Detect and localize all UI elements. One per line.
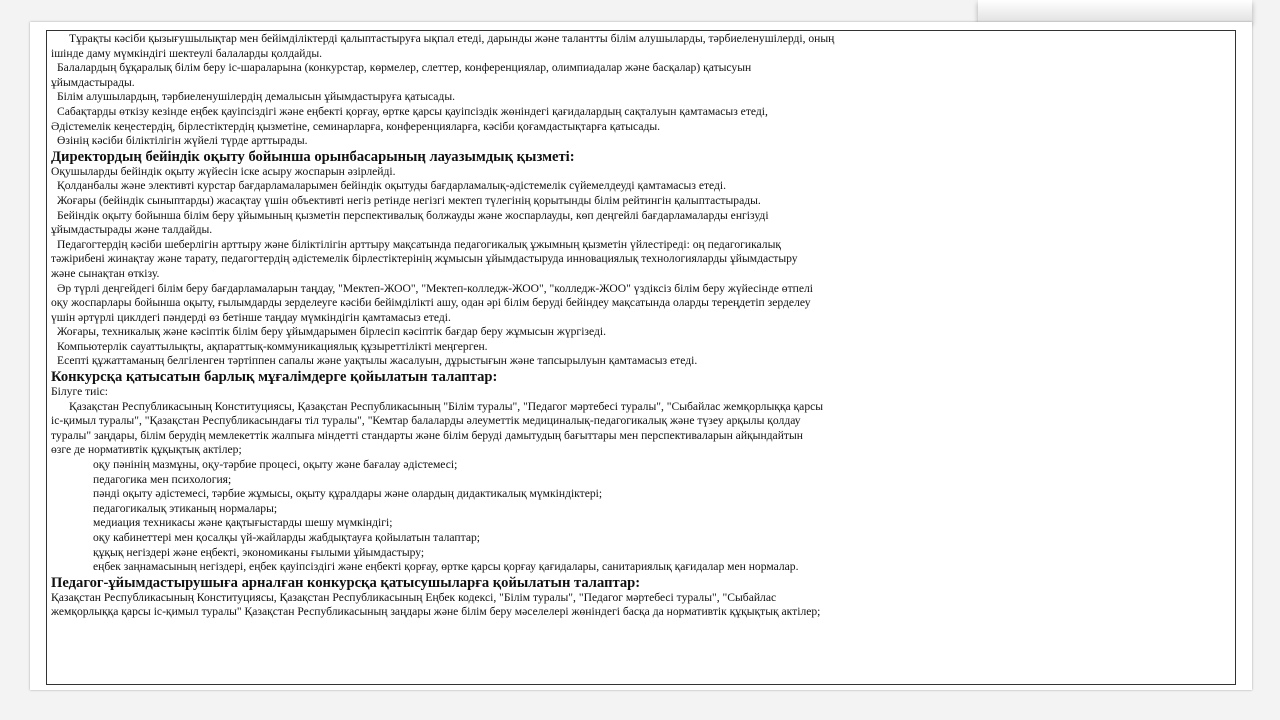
- subheading-line: Білуге тиіс:: [51, 385, 108, 399]
- paragraph-line: және сынақтан өткізу.: [51, 266, 160, 280]
- paragraph-line: Сабақтарды өткізу кезінде еңбек қауіпсіздігі және еңбекті қорғау, өртке қарсы қауіпсіздік жөніндегі қағидалардың сақталуын қамтамасыз етеді,: [57, 104, 768, 118]
- paragraph-line: оқу жоспарлары бойынша оқыту, ғылымдарды зерделеуге кәсіби бейімділікті ашу, одан әрі білім беруді бейіндеу мақсатында оларды тереңдетіп зерделеу: [51, 296, 811, 310]
- list-item: еңбек заңнамасының негіздері, еңбек қауіпсіздігі және еңбекті қорғау, өртке қарсы қорғау қағидалары, санитариялық қағидалар мен нормалар.: [93, 560, 799, 574]
- paragraph-line: жемқорлыққа қарсы іс-қимыл туралы" Қазақстан Республикасының заңдары және білім беру мәселелері жөніндегі басқа да нормативтік құқықтық актілер;: [51, 605, 821, 619]
- list-item: педагогика мен психология;: [93, 472, 232, 486]
- paragraph-line: ұйымдастырады және талдайды.: [51, 223, 213, 237]
- paragraph-line: ұйымдастырады.: [51, 75, 135, 89]
- paragraph-line: Білім алушылардың, тәрбиеленушілердің демалысын ұйымдастыруға қатысады.: [57, 90, 456, 104]
- toolbar-shadow: [978, 0, 1252, 22]
- paragraph-line: Жоғары (бейіндік сыныптарды) жасақтау үшін объективті негіз ретінде негізгі мектеп түлегінің қорытынды білім рейтингін қалыптастырады.: [57, 193, 761, 207]
- paragraph-line: Қазақстан Республикасының Конституциясы, Қазақстан Республикасының Еңбек кодексі, "Білім туралы", "Педагог мәртебесі туралы", "Сыбайлас: [51, 590, 777, 604]
- paragraph-line: Қазақстан Республикасының Конституциясы, Қазақстан Республикасының "Білім туралы", "Педагог мәртебесі туралы", "Сыбайлас жемқорлыққа қарсы: [69, 399, 824, 413]
- paragraph-line: Есепті құжаттаманың белгіленген тәртіппен сапалы және уақтылы жасалуын, дұрыстығын және тапсырылуын қамтамасыз етеді.: [57, 354, 698, 368]
- section-heading: Директордың бейіндік оқыту бойынша орынбасарының лауазымдық қызметі:: [51, 148, 575, 165]
- paragraph-line: Тұрақты кәсіби қызығушылықтар мен бейімділіктерді қалыптастыруға ықпал етеді, дарынды және талантты білім алушыларды, тәрбиеленушілерді, оның: [69, 32, 835, 45]
- paragraph-line: Қолданбалы және элективті курстар бағдарламаларымен бейіндік оқытуды бағдарламалық-әдістемелік сүйемелдеуді қамтамасыз етеді.: [57, 179, 727, 193]
- section-heading: Педагог-ұйымдастырушыға арналған конкурсқа қатысушыларға қойылатын талаптар:: [51, 574, 641, 591]
- list-item: пәнді оқыту әдістемесі, тәрбие жұмысы, оқыту құралдары және олардың дидактикалық мүмкіндіктері;: [93, 487, 603, 501]
- document-page: [30, 22, 1252, 690]
- list-item: педагогикалық этиканың нормалары;: [93, 501, 278, 515]
- section-heading: Конкурсқа қатысатын барлық мұғалімдерге қойылатын талаптар:: [51, 369, 498, 386]
- paragraph-line: Оқушыларды бейіндік оқыту жүйесін іске асыру жоспарын әзірлейді.: [51, 164, 396, 178]
- paragraph-line: Педагогтердің кәсіби шеберлігін арттыру және біліктілігін арттыру мақсатында педагогикалық ұжымның қызметін үйлестіреді: оң педагогикалық: [57, 237, 781, 251]
- paragraph-line: тәжірибені жинақтау және тарату, педагогтердің әдістемелік бірлестіктерінің жұмысын ұйымдастыруда инновациялық технологияларды ұйымдастыру: [51, 252, 798, 266]
- paragraph-line: ішінде даму мүмкіндігі шектеулі балаларды қолдайды.: [51, 46, 323, 60]
- paragraph-line: өзге де нормативтік құқықтық актілер;: [51, 443, 242, 457]
- document-frame: [46, 30, 1236, 685]
- paragraph-line: іс-қимыл туралы", "Қазақстан Республикасындағы тіл туралы", "Кемтар балаларды әлеуметтік медициналық-педагогикалық және түзеу арқылы қолдау: [51, 414, 801, 428]
- paragraph-line: туралы" заңдары, білім берудің мемлекеттік жалпыға міндетті стандарты және білім беруді дамытудың бағыттары мен перспективаларын айқындайтын: [51, 428, 803, 442]
- paragraph-line: Балалардың бұқаралық білім беру іс-шараларына (конкурстар, көрмелер, слеттер, конференциялар, олимпиадалар және басқалар) қатысуын: [57, 61, 752, 75]
- paragraph-line: Жоғары, техникалық және кәсіптік білім беру ұйымдарымен бірлесіп кәсіптік бағдар беру жұмысын жүргізеді.: [57, 325, 607, 339]
- list-item: медиация техникасы және қақтығыстарды шешу мүмкіндігі;: [93, 516, 393, 530]
- paragraph-line: Әдістемелік кеңестердің, бірлестіктердің қызметіне, семинарларға, конференцияларға, кәсіби қоғамдастықтарға қатысады.: [51, 119, 661, 133]
- paragraph-line: Компьютерлік сауаттылықты, ақпараттық-коммуникациялық құзыреттілікті меңгерген.: [57, 339, 488, 353]
- paragraph-line: Бейіндік оқыту бойынша білім беру ұйымының қызметін перспективалық болжауды және жоспарлауды, көп деңгейлі бағдарламаларды енгізуді: [57, 208, 769, 222]
- list-item: оқу кабинеттері мен қосалқы үй-жайларды жабдықтауға қойылатын талаптар;: [93, 531, 480, 544]
- paragraph-line: Өзінің кәсіби біліктілігін жүйелі түрде арттырады.: [57, 134, 308, 148]
- list-item: оқу пәнінің мазмұны, оқу-тәрбие процесі, оқыту және бағалау әдістемесі;: [93, 458, 458, 472]
- list-item: құқық негіздері және еңбекті, экономиканы ғылыми ұйымдастыру;: [93, 545, 425, 559]
- paragraph-line: Әр түрлі деңгейдегі білім беру бағдарламаларын таңдау, "Мектеп-ЖОО", "Мектеп-колледж-ЖОО", "колледж-ЖОО" үздіксіз білім беру жүйесінде өтпелі: [57, 281, 814, 295]
- paragraph-line: үшін әртүрлі циклдегі пәндерді өз бетінше таңдау мүмкіндігін қамтамасыз етеді.: [51, 310, 451, 324]
